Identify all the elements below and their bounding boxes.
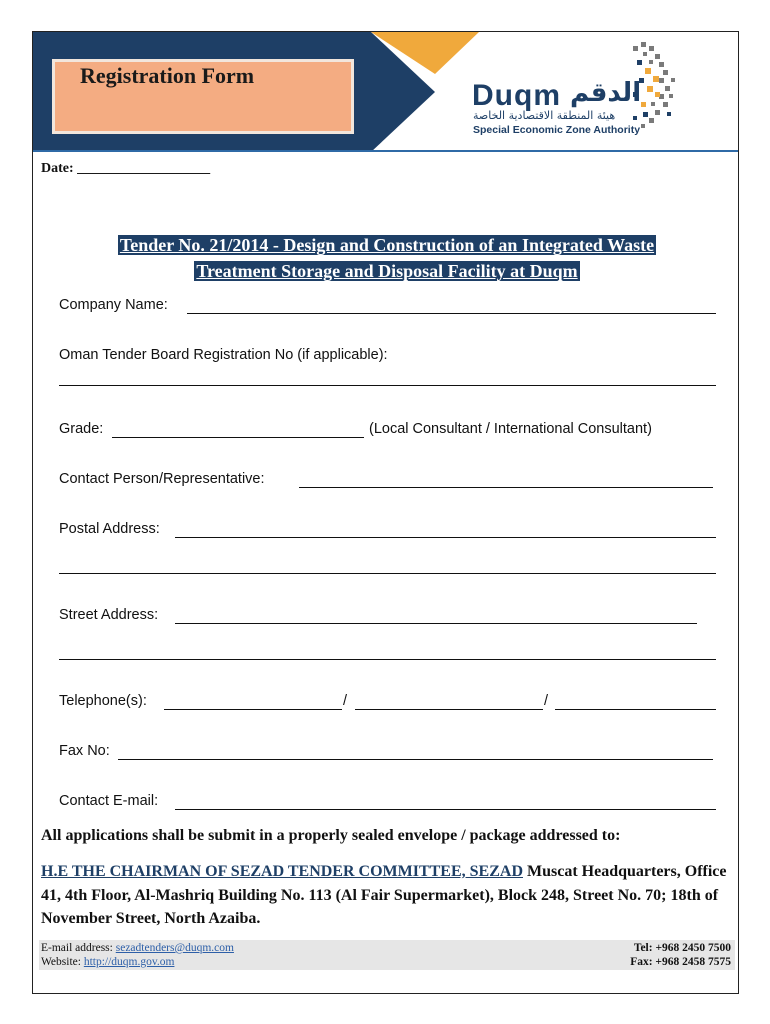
footer-right xyxy=(630,941,731,969)
address-details: Muscat Headquarters, Office 41, 4th Floor, Al-Mashriq Building No. 113 (Al Fair Supermarket), Block 248, Street No. 70; 18th of November Street, North Azaiba. xyxy=(41,863,727,927)
form-title: Registration Form xyxy=(80,63,255,88)
street-address-label: Street Address: xyxy=(59,607,159,623)
footer-left xyxy=(41,941,234,969)
mailing-address xyxy=(41,860,736,931)
telephone-input-1[interactable] xyxy=(164,709,342,710)
street-address-input-line2[interactable] xyxy=(59,659,716,660)
tender-board-label: Oman Tender Board Registration No (if applicable): xyxy=(59,347,388,363)
telephone-input-3[interactable] xyxy=(555,709,716,710)
footer-fax: Fax: +968 2458 7575 xyxy=(630,956,731,968)
header-rule xyxy=(33,150,738,152)
tender-board-input[interactable] xyxy=(59,385,716,386)
fax-input[interactable] xyxy=(118,759,713,760)
footer-tel: Tel: +968 2450 7500 xyxy=(633,942,731,954)
grade-label: Grade: xyxy=(59,421,104,437)
logo-subtitle-english: Special Economic Zone Authority xyxy=(473,124,641,136)
chairman-name: H.E THE CHAIRMAN OF SEZAD TENDER COMMITTEE, SEZAD xyxy=(41,863,523,880)
contact-person-input[interactable] xyxy=(299,487,713,488)
telephone-input-2[interactable] xyxy=(355,709,543,710)
date-field[interactable]: Date: ___________________ xyxy=(41,161,211,176)
logo-subtitle-arabic: هيئة المنطقة الاقتصادية الخاصة xyxy=(473,109,616,122)
tender-title xyxy=(40,232,734,284)
postal-address-input-line2[interactable] xyxy=(59,573,716,574)
email-label: E-mail address: xyxy=(41,942,116,954)
contact-email-input[interactable] xyxy=(175,809,716,810)
website-label: Website: xyxy=(41,956,84,968)
grade-options: (Local Consultant / International Consultant) xyxy=(369,421,652,437)
postal-address-input[interactable] xyxy=(175,537,716,538)
company-name-input[interactable] xyxy=(187,313,716,314)
email-link[interactable]: sezadtenders@duqm.com xyxy=(115,942,234,954)
logo-latin-text: Duqm xyxy=(472,79,561,112)
company-name-label: Company Name: xyxy=(59,297,168,313)
header xyxy=(33,32,738,152)
telephone-separator-1: / xyxy=(343,693,348,709)
contact-email-label: Contact E-mail: xyxy=(59,793,159,809)
website-link[interactable]: http://duqm.gov.om xyxy=(83,956,175,968)
tender-title-line1: Tender No. 21/2014 - Design and Construction of an Integrated Waste xyxy=(119,235,655,255)
fax-label: Fax No: xyxy=(59,743,110,759)
logo-arabic-text: الدقم xyxy=(570,78,642,108)
telephone-separator-2: / xyxy=(544,693,549,709)
submission-notice: All applications shall be submit in a properly sealed envelope / package addressed to: xyxy=(41,827,621,844)
footer-contact-bar xyxy=(39,940,735,970)
street-address-input[interactable] xyxy=(175,623,697,624)
postal-address-label: Postal Address: xyxy=(59,521,160,537)
tender-title-line2: Treatment Storage and Disposal Facility at Duqm xyxy=(196,261,578,281)
contact-person-label: Contact Person/Representative: xyxy=(59,471,265,487)
telephone-label: Telephone(s): xyxy=(59,693,147,709)
grade-input[interactable] xyxy=(112,437,364,438)
